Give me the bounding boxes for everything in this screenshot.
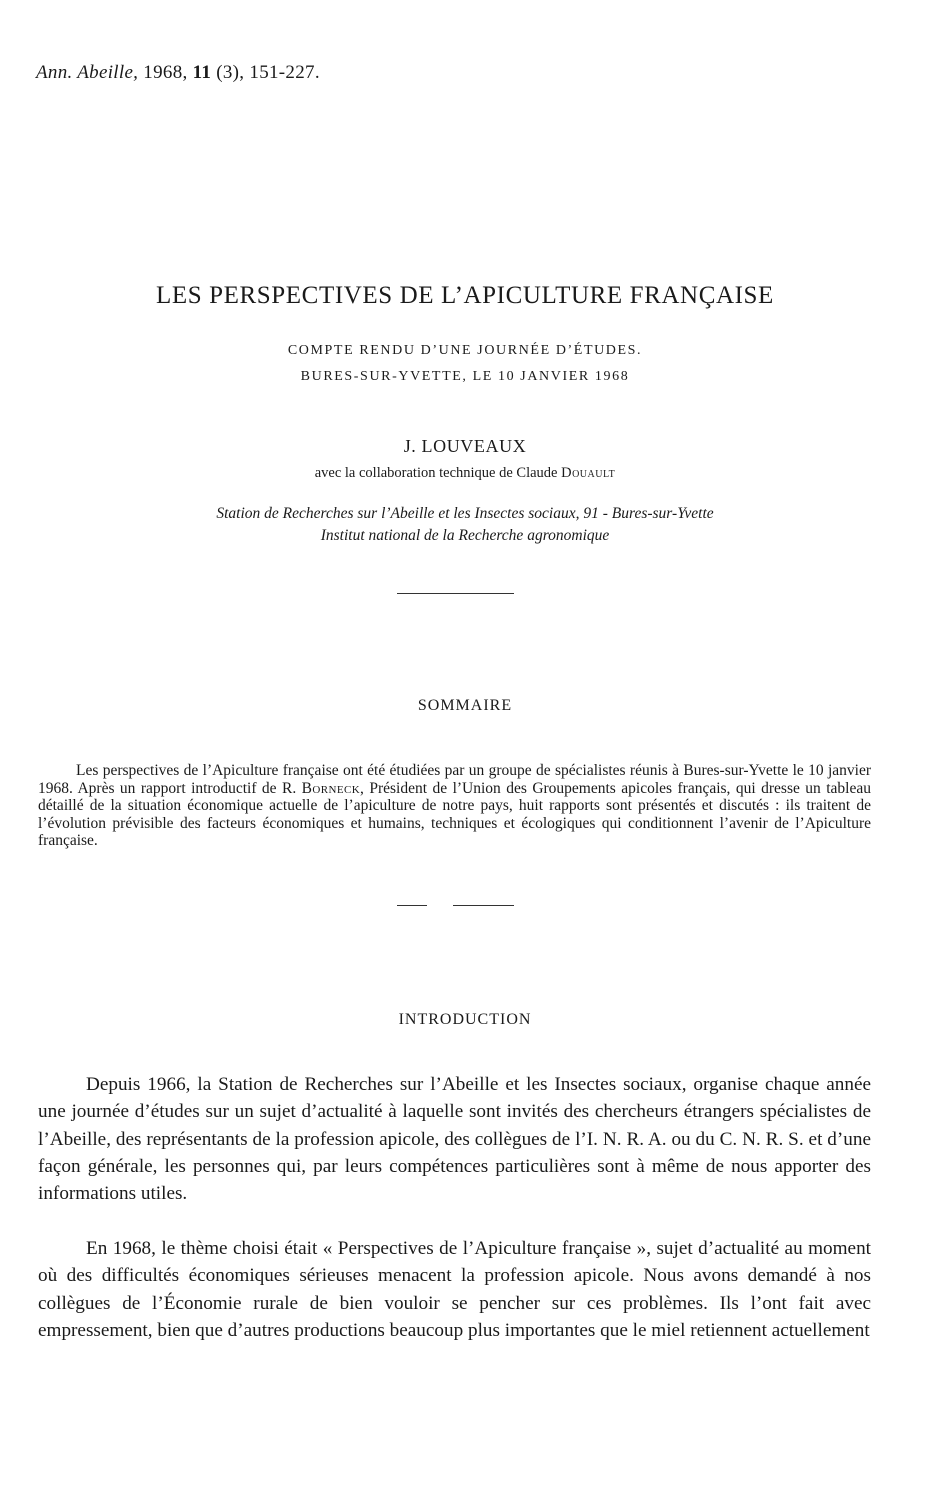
article-subtitle-line-1: COMPTE RENDU D’UNE JOURNÉE D’ÉTUDES. <box>287 343 643 358</box>
separator-rule-1 <box>397 593 514 594</box>
article-title: LES PERSPECTIVES DE L’APICULTURE FRANÇAISE <box>156 282 774 309</box>
summary-heading: SOMMAIRE <box>417 697 513 714</box>
author-name: J. LOUVEAUX <box>403 436 527 456</box>
article-subtitle-line-2: BURES-SUR-YVETTE, LE 10 JANVIER 1968 <box>300 369 630 384</box>
introduction-paragraph-2: En 1968, le thème choisi était « Perspectives de l’Apiculture française », sujet d’actualité au moment où des difficultés économiques sérieuses menacent la profession apicole. Nous avons demandé à nos collègues de l’Économie rurale de bien vouloir se pencher sur ces problèmes. Ils l’ont fait avec empressement, bien que d’autres productions beaucoup plus importantes que le miel retiennent actuellement <box>38 1238 871 1341</box>
summary-text-before: Les perspectives de l’Apiculture française ont été étudiées par un groupe de spécialistes réunis à Bures-sur-Yvette le 10 janvier 1968. Après un rapport introductif de R. <box>38 762 871 797</box>
introduction-heading: INTRODUCTION <box>398 1011 532 1028</box>
summary-name: Borneck <box>301 779 361 797</box>
summary-text-after: , Président de l’Union des Groupements apicoles français, qui dresse un tableau détaillé de la situation économique actuelle de l’apiculture de notre pays, huit rapports sont présentés et discutés : ils traitent de l’évolution prévisible des facteurs économiques et humains, techniques et écologiques qui conditionnent l’avenir de l’Apiculture française. <box>38 779 871 850</box>
separator-rule-2b <box>453 905 514 906</box>
separator-rule-2a <box>397 905 427 906</box>
introduction-paragraph-1: Depuis 1966, la Station de Recherches sur l’Abeille et les Insectes sociaux, organise chaque année une journée d’études sur un sujet d’actualité à laquelle sont invités des chercheurs étrangers spécialistes de l’Abeille, des représentants de la profession apicole, des collègues de l’I. N. R. A. ou du C. N. R. S. et d’une façon générale, les personnes qui, par leurs compétences particulières sont à même de nous apporter des informations utiles. <box>38 1074 871 1205</box>
citation-year: 1968, <box>143 62 188 83</box>
collaborator-name: Douault <box>561 465 616 481</box>
collaboration-line <box>0 465 930 482</box>
citation-journal: Ann. Abeille, <box>36 62 139 83</box>
affiliation-line-2: Institut national de la Recherche agronomique <box>320 527 610 544</box>
summary-paragraph <box>38 762 871 850</box>
journal-citation <box>36 62 320 84</box>
collaboration-prefix: avec la collaboration technique de Claude <box>314 465 558 481</box>
citation-issue-pages: (3), 151-227. <box>216 62 320 83</box>
affiliation-line-1: Station de Recherches sur l’Abeille et les Insectes sociaux, 91 - Bures-sur-Yvette <box>216 505 714 522</box>
citation-volume: 11 <box>192 62 212 83</box>
